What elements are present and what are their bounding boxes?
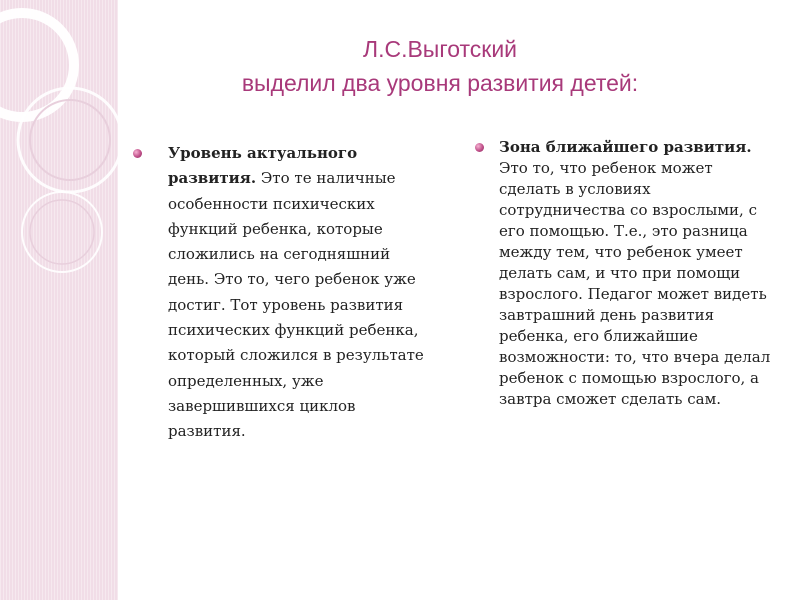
bullet-icon xyxy=(133,149,142,158)
right-paragraph xyxy=(499,137,775,410)
left-text: Это те наличные особенности психических функций ребенка, которые сложились на сегодняшний день. Это то, чего ребенок уже достиг. Тот уровень развития психических функций ребенка, который сложился в результате определенных, уже завершившихся циклов развития. xyxy=(168,169,424,441)
slide-title xyxy=(160,32,720,100)
title-line-1: Л.С.Выготский xyxy=(362,36,518,62)
left-column xyxy=(133,141,433,445)
right-term: Зона ближайшего развития. xyxy=(499,138,752,156)
title-line-2: выделил два уровня развития детей: xyxy=(241,70,639,96)
bullet-icon xyxy=(475,143,484,152)
left-paragraph xyxy=(168,141,433,445)
right-column xyxy=(475,137,775,410)
left-term: Уровень актуального развития. xyxy=(168,144,358,188)
right-text: Это то, что ребенок может сделать в условиях сотрудничества со взрослыми, с его помощью. Т.е., это разница между тем, что ребенок умеет делать сам, и что при помощи взрослого. Педагог может видеть завтрашний день развития ребенка, его ближайшие возможности: то, что вчера делал ребенок с помощью взрослого, а завтра сможет сделать сам. xyxy=(499,159,771,408)
